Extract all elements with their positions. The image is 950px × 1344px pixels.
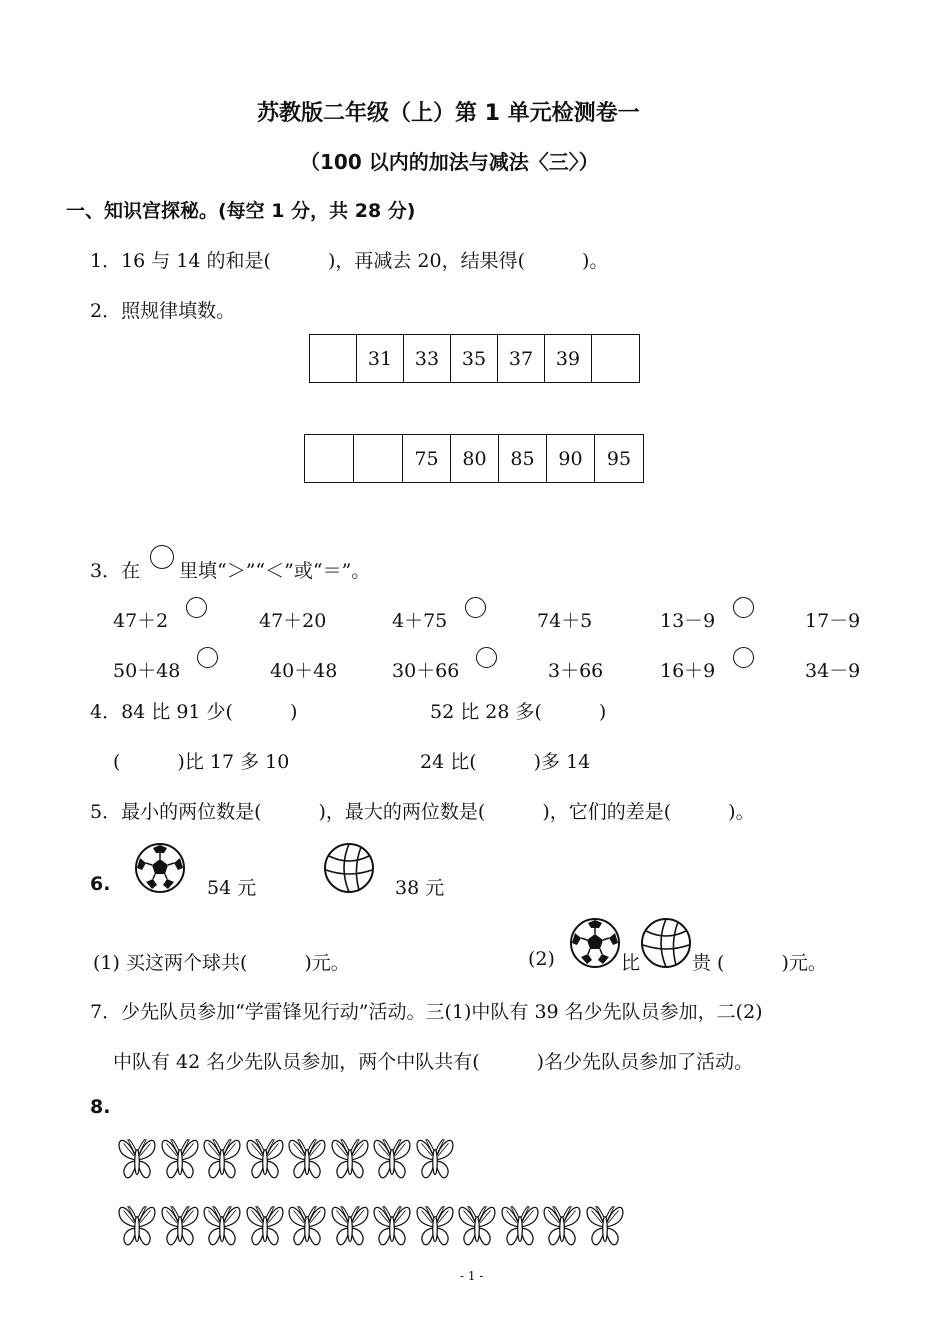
seq1-cell: 33 — [404, 335, 451, 382]
page-number: - 1 - — [460, 1269, 484, 1283]
seq2-cell: 85 — [499, 435, 547, 482]
sequence-table-2 — [304, 434, 644, 483]
butterfly-icon — [370, 1133, 414, 1185]
butterfly-icon — [413, 1200, 457, 1252]
circle-icon — [150, 545, 174, 569]
question-4c: ( )比 17 多 10 — [113, 751, 290, 773]
seq2-cell: 75 — [403, 435, 451, 482]
butterfly-icon — [285, 1133, 329, 1185]
question-7-line2: 中队有 42 名少先队员参加，两个中队共有( )名少先队员参加了活动。 — [113, 1051, 754, 1073]
butterfly-icon — [370, 1200, 414, 1252]
compare-circle[interactable] — [186, 597, 207, 618]
butterfly-icon — [115, 1200, 159, 1252]
butterfly-icon — [583, 1200, 627, 1252]
compare-expr: 17－9 — [805, 610, 861, 632]
basketball-icon — [323, 842, 375, 894]
page-title: 苏教版二年级（上）第 1 单元检测卷一 — [257, 101, 640, 126]
seq1-cell: 35 — [451, 335, 498, 382]
question-4d: 24 比( )多 14 — [420, 751, 591, 773]
question-8-label: 8. — [90, 1096, 111, 1118]
butterfly-icon — [158, 1133, 202, 1185]
question-2: 2．照规律填数。 — [90, 300, 236, 322]
compare-expr: 16＋9 — [660, 660, 716, 682]
compare-circle[interactable] — [733, 597, 754, 618]
seq2-cell — [354, 435, 403, 482]
question-6-2-prefix: (2) — [528, 948, 555, 970]
question-6-2-suffix: 贵 ( )元。 — [692, 952, 827, 974]
question-6-1: (1) 买这两个球共( )元。 — [93, 952, 350, 974]
question-6-label: 6. — [90, 873, 111, 895]
compare-circle[interactable] — [465, 597, 486, 618]
seq2-cell: 80 — [451, 435, 499, 482]
section-heading: 一、知识宫探秘。(每空 1 分，共 28 分) — [66, 200, 416, 222]
compare-expr: 3＋66 — [548, 660, 604, 682]
compare-expr: 47＋2 — [113, 610, 169, 632]
soccer-ball-icon — [569, 917, 621, 969]
page-subtitle: （100 以内的加法与减法〈三〉） — [300, 150, 599, 174]
butterfly-icon — [498, 1200, 542, 1252]
compare-circle[interactable] — [476, 647, 497, 668]
compare-expr: 34－9 — [805, 660, 861, 682]
butterfly-icon — [413, 1133, 457, 1185]
seq1-cell: 31 — [357, 335, 404, 382]
compare-expr: 30＋66 — [392, 660, 460, 682]
butterfly-icon — [158, 1200, 202, 1252]
soccer-ball-icon — [134, 842, 186, 894]
butterfly-icon — [540, 1200, 584, 1252]
seq1-cell — [310, 335, 357, 382]
soccer-price: 54 元 — [207, 877, 257, 899]
seq1-cell: 37 — [498, 335, 545, 382]
compare-expr: 4＋75 — [392, 610, 448, 632]
compare-expr: 40＋48 — [270, 660, 338, 682]
question-1: 1．16 与 14 的和是( )，再减去 20，结果得( )。 — [90, 250, 609, 272]
butterfly-icon — [328, 1200, 372, 1252]
basketball-price: 38 元 — [395, 877, 445, 899]
question-3-suffix: 里填“＞”“＜”或“＝”。 — [179, 560, 371, 582]
butterfly-icon — [285, 1200, 329, 1252]
compare-expr: 50＋48 — [113, 660, 181, 682]
compare-expr: 74＋5 — [537, 610, 593, 632]
compare-circle[interactable] — [733, 647, 754, 668]
question-4a: 4．84 比 91 少( ) — [90, 701, 298, 723]
butterfly-icon — [243, 1133, 287, 1185]
butterfly-icon — [455, 1200, 499, 1252]
butterfly-icon — [200, 1133, 244, 1185]
butterfly-icon — [115, 1133, 159, 1185]
question-3-prefix: 3．在 — [90, 560, 141, 582]
butterfly-icon — [200, 1200, 244, 1252]
question-6-2-mid: 比 — [621, 952, 641, 974]
seq1-cell — [592, 335, 639, 382]
compare-circle[interactable] — [197, 647, 218, 668]
sequence-table-1 — [309, 334, 640, 383]
seq2-cell — [305, 435, 354, 482]
seq2-cell: 90 — [547, 435, 595, 482]
butterfly-icon — [328, 1133, 372, 1185]
seq1-cell: 39 — [545, 335, 592, 382]
compare-expr: 13－9 — [660, 610, 716, 632]
question-7-line1: 7．少先队员参加“学雷锋见行动”活动。三(1)中队有 39 名少先队员参加，二(2) — [90, 1001, 763, 1023]
seq2-cell: 95 — [606, 447, 632, 470]
compare-expr: 47＋20 — [259, 610, 327, 632]
basketball-icon — [640, 917, 692, 969]
question-4b: 52 比 28 多( ) — [430, 701, 607, 723]
question-5: 5．最小的两位数是( )，最大的两位数是( )，它们的差是( )。 — [90, 801, 755, 823]
butterfly-icon — [243, 1200, 287, 1252]
